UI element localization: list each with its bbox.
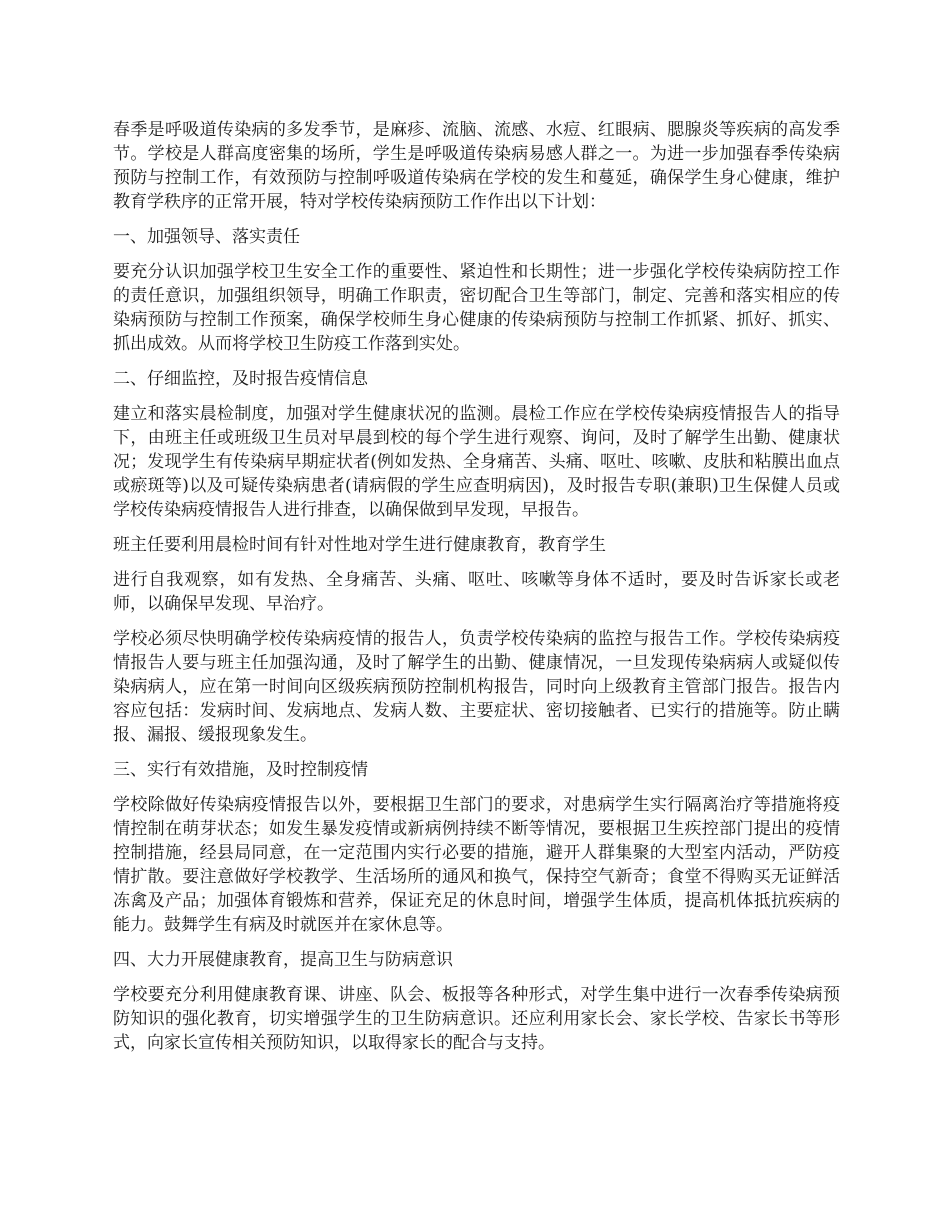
section-heading-4: 四、大力开展健康教育，提高卫生与防病意识 xyxy=(113,950,453,970)
section-2-paragraph-3: 进行自我观察，如有发热、全身痛苦、头痛、呕吐、咳嗽等身体不适时，要及时告诉家长或老师，以确保早发现、早治疗。 xyxy=(113,570,840,614)
document-page xyxy=(113,118,840,1066)
section-4-paragraph: 学校要充分利用健康教育课、讲座、队会、板报等各种形式，对学生集中进行一次春季传染病预防知识的强化教育，切实增强学生的卫生防病意识。还应利用家长会、家长学校、告家长书等形式，向家长宣传相关预防知识，以取得家长的配合与支持。 xyxy=(113,985,840,1053)
intro-paragraph: 春季是呼吸道传染病的多发季节，是麻疹、流脑、流感、水痘、红眼病、腮腺炎等疾病的高发季节。学校是人群高度密集的场所，学生是呼吸道传染病易感人群之一。为进一步加强春季传染病预防与控制工作，有效预防与控制呼吸道传染病在学校的发生和蔓延，确保学生身心健康，维护教育学秩序的正常开展，特对学校传染病预防工作作出以下计划： xyxy=(113,120,840,212)
section-2-paragraph-2: 班主任要利用晨检时间有针对性地对学生进行健康教育，教育学生 xyxy=(113,535,606,555)
section-2-paragraph-1: 建立和落实晨检制度，加强对学生健康状况的监测。晨检工作应在学校传染病疫情报告人的指导下，由班主任或班级卫生员对早晨到校的每个学生进行观察、询问，及时了解学生出勤、健康状况；发现学生有传染病早期症状者(例如发热、全身痛苦、头痛、呕吐、咳嗽、皮肤和粘膜出血点或瘀斑等)以及可疑传染病患者(请病假的学生应查明病因)，及时报告专职(兼职)卫生保健人员或学校传染病疫情报告人进行排查，以确保做到早发现，早报告。 xyxy=(113,404,840,520)
section-heading-2: 二、仔细监控，及时报告疫情信息 xyxy=(113,369,368,389)
section-2-paragraph-4: 学校必须尽快明确学校传染病疫情的报告人，负责学校传染病的监控与报告工作。学校传染病疫情报告人要与班主任加强沟通，及时了解学生的出勤、健康情况，一旦发现传染病病人或疑似传染病病人，应在第一时间向区级疾病预防控制机构报告，同时向上级教育主管部门报告。报告内容应包括：发病时间、发病地点、发病人数、主要症状、密切接触者、已实行的措施等。防止瞒报、漏报、缓报现象发生。 xyxy=(113,629,840,745)
section-heading-3: 三、实行有效措施，及时控制疫情 xyxy=(113,760,368,780)
section-3-paragraph: 学校除做好传染病疫情报告以外，要根据卫生部门的要求，对患病学生实行隔离治疗等措施将疫情控制在萌芽状态；如发生暴发疫情或新病例持续不断等情况，要根据卫生疾控部门提出的疫情控制措施，经县局同意，在一定范围内实行必要的措施，避开人群集聚的大型室内活动，严防疫情扩散。要注意做好学校教学、生活场所的通风和换气，保持空气新奇；食堂不得购买无证鲜活冻禽及产品；加强体育锻炼和营养，保证充足的休息时间，增强学生体质，提高机体抵抗疾病的能力。鼓舞学生有病及时就医并在家休息等。 xyxy=(113,795,840,935)
section-heading-1: 一、加强领导、落实责任 xyxy=(113,227,300,247)
section-1-paragraph: 要充分认识加强学校卫生安全工作的重要性、紧迫性和长期性；进一步强化学校传染病防控工作的责任意识，加强组织领导，明确工作职责，密切配合卫生等部门，制定、完善和落实相应的传染病预防与控制工作预案，确保学校师生身心健康的传染病预防与控制工作抓紧、抓好、抓实、抓出成效。从而将学校卫生防疫工作落到实处。 xyxy=(113,262,840,354)
